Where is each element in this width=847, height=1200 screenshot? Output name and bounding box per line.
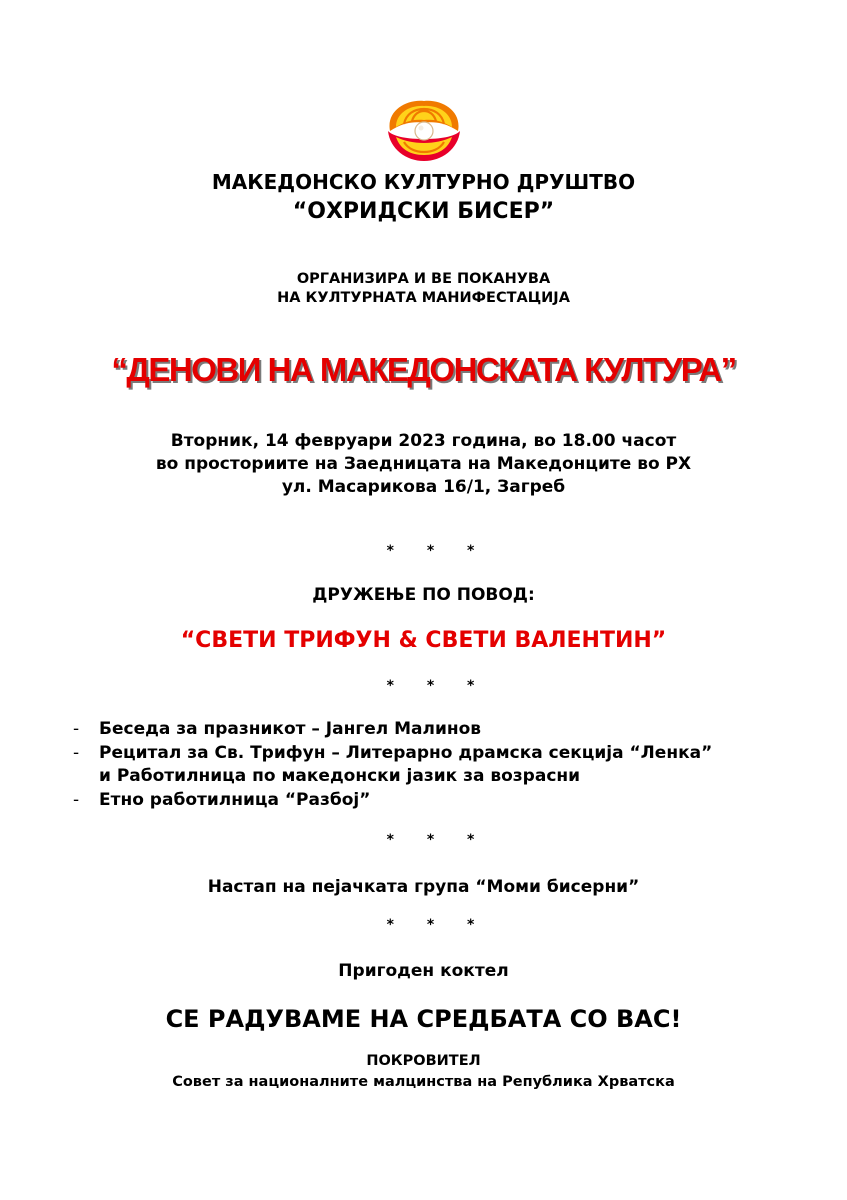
cocktail-text: Пригоден коктел [338,961,509,981]
separator-stars: * * * [386,917,489,933]
patron-label: ПОКРОВИТЕЛ [366,1053,481,1069]
program-item: - Рецитал за Св. Трифун – Литерарно драмска секција “Ленка” и Работилница по македонски јазик за возрасни [73,742,813,789]
invitation-text [0,270,847,308]
invitation-line2: НА КУЛТУРНАТА МАНИФЕСТАЦИЈА [277,290,570,306]
event-address: ул. Масарикова 16/1, Загреб [281,477,566,497]
separator-stars: * * * [386,678,489,694]
organization-name-line1: МАКЕДОНСКО КУЛТУРНО ДРУШТВО [211,170,636,194]
program-list [73,718,813,812]
pearl-shell-logo-icon [384,97,464,163]
program-item: - Етно работилница “Разбој” [73,789,813,813]
event-title: “ДЕНОВИ НА МАКЕДОНСКАТА КУЛТУРА” [111,351,736,388]
program-item-text: Беседа за празникот – Јангел Малинов [99,719,482,739]
socializing-heading: ДРУЖЕЊЕ ПО ПОВОД: [312,585,535,605]
closing-message: СЕ РАДУВАМЕ НА СРЕДБАТА СО ВАС! [165,1005,682,1033]
patron-name: Совет за националните малцинства на Република Хрватска [172,1074,675,1090]
invitation-line1: ОРГАНИЗИРА И ВЕ ПОКАНУВА [296,271,551,287]
organization-name-line2: “ОХРИДСКИ БИСЕР” [292,199,555,224]
program-item: - Беседа за празникот – Јангел Малинов [73,718,813,742]
event-date-time: Вторник, 14 февруари 2023 година, во 18.00 часот [170,431,677,451]
program-item-text: Етно работилница “Разбој” [99,789,371,810]
event-datetime-location [0,430,847,499]
event-venue: во просториите на Заедницата на Македонците во РХ [155,454,692,474]
performance-text: Настап на пејачката група “Моми бисерни” [207,877,640,897]
saints-title: “СВЕТИ ТРИФУН & СВЕТИ ВАЛЕНТИН” [180,628,667,653]
separator-stars: * * * [386,832,489,848]
program-item-text: Рецитал за Св. Трифун – Литерарно драмска секција “Ленка” [99,742,713,763]
separator-stars: * * * [386,543,489,559]
program-item-text: и Работилница по македонски јазик за возрасни [99,766,581,786]
